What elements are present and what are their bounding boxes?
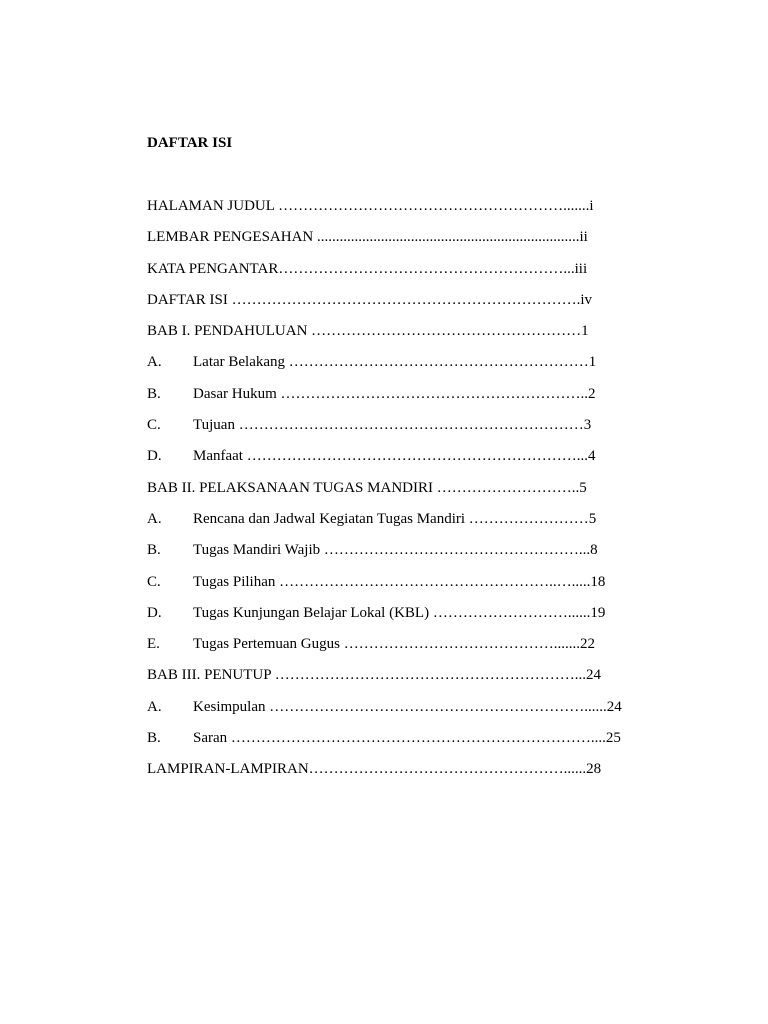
toc-entry-text: LEMBAR PENGESAHAN ......................................................................ii xyxy=(147,229,588,246)
toc-entry-letter: D. xyxy=(147,604,162,621)
page-title: DAFTAR ISI xyxy=(147,135,233,151)
toc-subentry-latar-belakang xyxy=(147,352,627,383)
toc-subentry-tugas-mandiri-wajib xyxy=(147,540,627,571)
toc-entry-halaman-judul xyxy=(147,196,627,227)
table-of-contents xyxy=(147,196,627,791)
toc-entry-text: DAFTAR ISI …………………………………………………………….iv xyxy=(147,291,593,308)
toc-subentry-tugas-pilihan xyxy=(147,572,627,603)
toc-entry-text: Manfaat …………………………………………………………...4 xyxy=(193,448,596,465)
toc-entry-text: Tugas Pertemuan Gugus …………………………………….......22 xyxy=(193,636,595,653)
toc-entry-daftar-isi xyxy=(147,290,627,321)
toc-entry-text: Dasar Hukum ……………………………………………………..2 xyxy=(193,385,596,402)
toc-entry-text: HALAMAN JUDUL ………………………………………………….......i xyxy=(147,198,594,214)
toc-entry-text: LAMPIRAN-LAMPIRAN……………………………………………......28 xyxy=(147,761,602,778)
toc-entry-text: Tujuan ……………………………………………………………3 xyxy=(193,417,592,434)
toc-entry-bab-1 xyxy=(147,321,627,352)
toc-entry-text: BAB I. PENDAHULUAN ………………………………………………1 xyxy=(147,323,589,340)
toc-subentry-saran xyxy=(147,728,627,759)
toc-entry-letter: E. xyxy=(147,636,160,653)
toc-subentry-manfaat xyxy=(147,446,627,477)
toc-entry-letter: D. xyxy=(147,448,162,465)
toc-entry-text: Saran ………………………………………………………………....25 xyxy=(193,730,621,747)
toc-entry-letter: C. xyxy=(147,573,161,590)
toc-entry-text: Kesimpulan ………………………………………………………......24 xyxy=(193,698,622,715)
toc-entry-letter: B. xyxy=(147,730,161,747)
toc-subentry-rencana-jadwal xyxy=(147,509,627,540)
toc-entry-text: Tugas Kunjungan Belajar Lokal (KBL) ………………………......19 xyxy=(193,604,606,621)
toc-entry-lampiran xyxy=(147,759,627,790)
toc-entry-letter: A. xyxy=(147,354,162,371)
toc-entry-text: BAB III. PENUTUP ……………………………………………………...24 xyxy=(147,667,602,684)
toc-subentry-tugas-pertemuan-gugus xyxy=(147,634,627,665)
toc-entry-letter: B. xyxy=(147,385,161,402)
toc-entry-letter: A. xyxy=(147,698,162,715)
toc-subentry-tugas-kbl xyxy=(147,603,627,634)
toc-entry-bab-3 xyxy=(147,665,627,696)
toc-subentry-dasar-hukum xyxy=(147,384,627,415)
toc-entry-text: Rencana dan Jadwal Kegiatan Tugas Mandiri ……………………5 xyxy=(193,510,597,527)
toc-subentry-tujuan xyxy=(147,415,627,446)
toc-entry-letter: B. xyxy=(147,542,161,559)
toc-entry-lembar-pengesahan xyxy=(147,227,627,258)
toc-entry-text: Tugas Mandiri Wajib ……………………………………………...8 xyxy=(193,542,598,559)
toc-entry-kata-pengantar xyxy=(147,259,627,290)
toc-entry-letter: C. xyxy=(147,417,161,434)
toc-entry-text: KATA PENGANTAR…………………………………………………...iii xyxy=(147,260,588,277)
toc-entry-text: BAB II. PELAKSANAAN TUGAS MANDIRI ………………………..5 xyxy=(147,479,587,496)
toc-entry-text: Tugas Pilihan ………………………………………………..….....18 xyxy=(193,573,606,590)
toc-entry-letter: A. xyxy=(147,510,162,527)
toc-entry-text: Latar Belakang ……………………………………………………1 xyxy=(193,354,597,371)
toc-entry-bab-2 xyxy=(147,478,627,509)
toc-subentry-kesimpulan xyxy=(147,697,627,728)
